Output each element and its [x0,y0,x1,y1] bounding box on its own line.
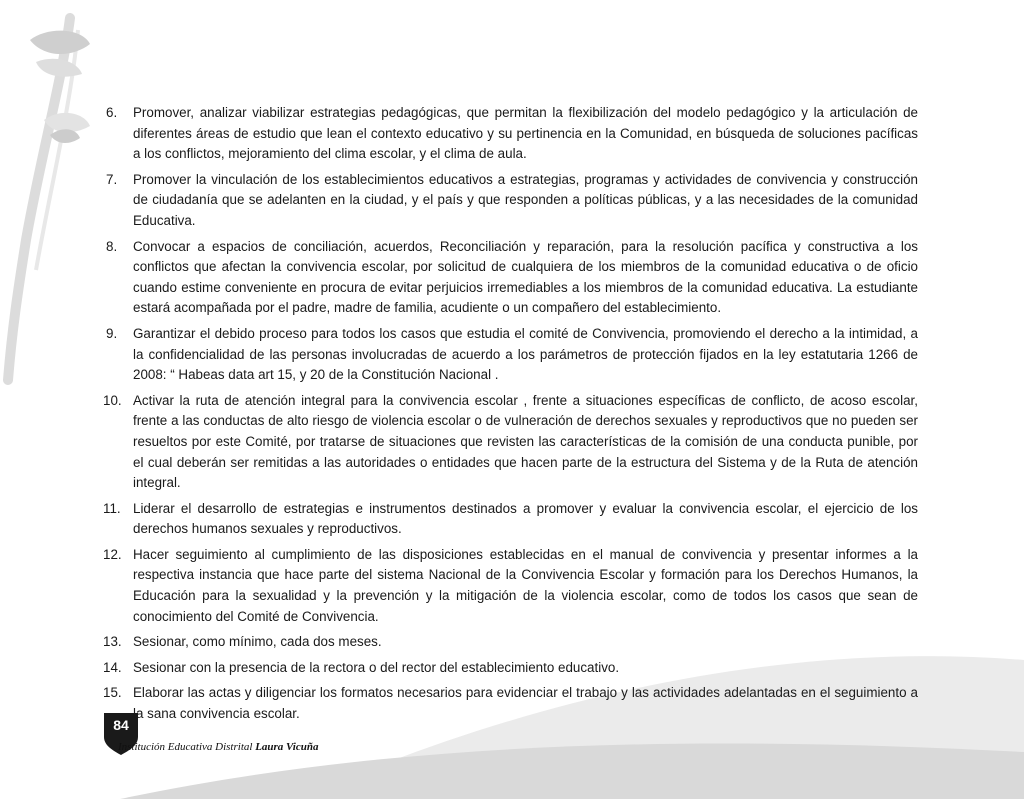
institution-name [118,741,318,753]
list-item [103,632,918,653]
item-text: Promover, analizar viabilizar estrategias pedagógicas, que permitan la flexibilización del modelo pedagógico y la articulación de diferentes áreas de estudio que lean el contexto educativo y su pertinencia en la Comunidad, en búsqueda de soluciones pacíficas a los conflictos, mejoramiento del clima escolar, y el clima de aula. [133,105,918,162]
item-number: 9. [106,325,118,341]
item-number: 14. [103,659,122,675]
item-number: 7. [106,171,118,187]
numbered-list [103,103,918,730]
item-number: 15. [103,685,122,701]
item-number: 13. [103,634,122,650]
list-item [103,391,918,494]
item-number: 12. [103,546,122,562]
item-number: 11. [103,500,121,516]
item-text: Promover la vinculación de los establecimientos educativos a estrategias, programas y actividades de convivencia y construcción de ciudadanía que se adelanten en la ciudad, y el país y que responden a políticas públicas, y a las necesidades de la comunidad Educativa. [133,171,918,228]
item-number: 10. [103,392,122,408]
item-text: Sesionar con la presencia de la rectora o del rector del establecimiento educativo. [133,659,620,675]
list-item [106,324,918,386]
item-text: Elaborar las actas y diligenciar los formatos necesarios para evidenciar el trabajo y las actividades adelantadas en el seguimiento a la sana convivencia escolar. [133,685,918,722]
item-text: Activar la ruta de atención integral para la convivencia escolar , frente a situaciones específicas de conflicto, de acoso escolar, frente a las conductas de alto riesgo de violencia escolar o de vulneración de derechos sexuales y reproductivos que no pueden ser resueltos por este Comité, por tratarse de situaciones que revisten las características de la comisión de una conducta punible, por el cual deberán ser remitidas a las autoridades o entidades que hacen parte de la estructura del Sistema y de la Ruta de atención integral. [133,392,918,491]
item-text: Sesionar, como mínimo, cada dos meses. [133,634,382,650]
list-item [106,103,918,165]
list-item [103,545,918,627]
item-text: Garantizar el debido proceso para todos los casos que estudia el comité de Convivencia, promoviendo el derecho a la intimidad, a la confidencialidad de las personas involucradas de acuerdo a los parámetros de protección fijados en la ley estatutaria 1266 de 2008: “ Habeas data art 15, y 20 de la Constitución Nacional . [133,325,918,383]
list-item [103,499,918,540]
list-item [106,170,918,232]
institution-title: Laura Vicuña [255,741,319,753]
item-number: 6. [106,105,118,120]
item-number: 8. [106,238,118,254]
list-item [106,237,918,319]
item-text: Hacer seguimiento al cumplimiento de las disposiciones establecidas en el manual de convivencia y presentar informes a la respectiva instancia que hace parte del sistema Nacional de la Convivencia Escolar y formación para los Derechos Humanos, la Educación para la sexualidad y la prevención y la mitigación de la violencia escolar, como de todos los casos que sean de conocimiento del Comité de Convivencia. [133,546,918,624]
institution-prefix: Institución Educativa Distrital [118,741,253,753]
page-footer [104,713,404,763]
item-text: Liderar el desarrollo de estrategias e instrumentos destinados a promover y evaluar la convivencia escolar, el ejercicio de los derechos humanos sexuales y reproductivos. [133,500,918,537]
page-number: 84 [113,717,129,733]
leaf-top [30,31,90,54]
list-item [103,658,918,679]
item-text: Convocar a espacios de conciliación, acuerdos, Reconciliación y reparación, para la resolución pacífica y constructiva a los conflictos que afectan la convivencia escolar, por solicitud de cualquiera de los miembros de la comunidad educativa o de oficio cuando estime conveniente en procura de evitar perjuicios irremediables a los miembros de la comunidad educativa. La estudiante estará acompañada por el padre, madre de familia, acudiente o un compañero del establecimiento. [133,238,918,316]
